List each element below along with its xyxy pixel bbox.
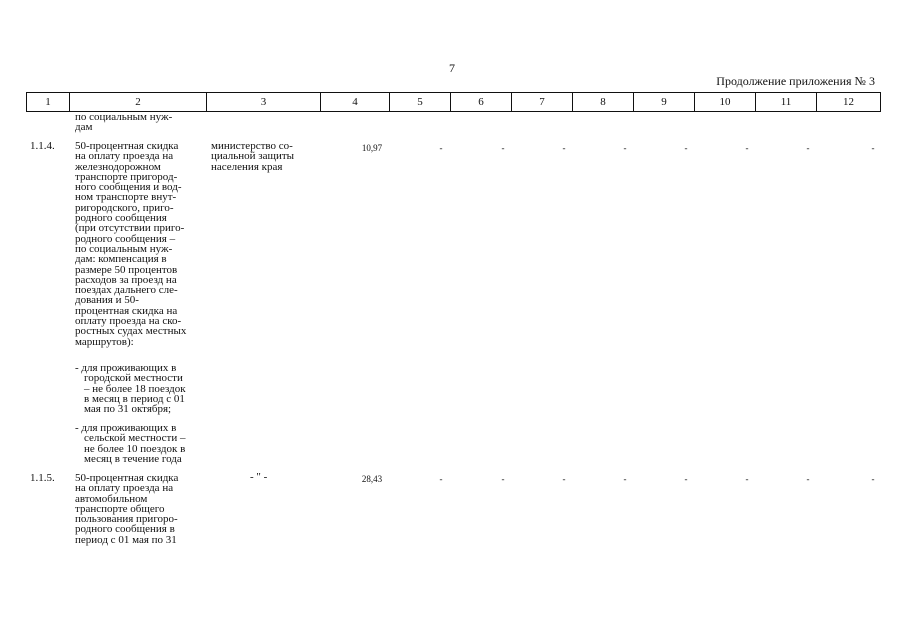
row-executor xyxy=(211,141,316,172)
text-line: министерство со- xyxy=(211,140,293,152)
column-header: 9 xyxy=(634,93,695,112)
column-header: 10 xyxy=(695,93,756,112)
text-line: оплату проезда на ско- xyxy=(75,315,182,328)
text-line: транспорте пригород- xyxy=(75,170,178,183)
text-line: мая по 31 октября; xyxy=(84,403,172,416)
row-value: 28,43 xyxy=(361,474,383,484)
text-line: на оплату проезда на xyxy=(75,150,174,163)
row-dash: - xyxy=(562,143,566,153)
text-line: месяц в течение года xyxy=(84,452,182,465)
text-line: циальной защиты xyxy=(211,150,295,163)
text-line: населения края xyxy=(211,160,283,173)
row-description xyxy=(75,141,205,347)
text-line: по социальным нуж- xyxy=(75,111,173,123)
text-line: на оплату проезда на xyxy=(75,482,174,495)
text-line: маршрутов): xyxy=(75,335,134,348)
row-dash: - xyxy=(684,474,688,484)
text-line: не более 10 поездок в xyxy=(84,442,186,455)
text-line: процентная скидка на xyxy=(75,304,178,317)
text-line: (при отсутствии приго- xyxy=(75,222,185,235)
text-line: период с 01 мая по 31 xyxy=(75,533,177,546)
row-dash: - xyxy=(745,143,749,153)
text-line: 50-процентная скидка xyxy=(75,140,179,152)
text-line: расходов за проезд на xyxy=(75,273,177,286)
text-line: ригородского, приго- xyxy=(75,201,174,214)
column-header: 4 xyxy=(321,93,390,112)
subitem-rural xyxy=(75,423,205,464)
subitem-urban xyxy=(75,363,205,414)
column-header: 11 xyxy=(756,93,817,112)
column-header: 6 xyxy=(451,93,512,112)
row-dash: - xyxy=(439,474,443,484)
column-header: 12 xyxy=(817,93,881,112)
row-dash: - xyxy=(684,143,688,153)
text-line: размере 50 процентов xyxy=(75,263,178,276)
row-dash: - xyxy=(562,474,566,484)
text-line: – не более 18 поездок xyxy=(84,382,186,395)
row-dash: - xyxy=(745,474,749,484)
column-header: 8 xyxy=(573,93,634,112)
text-line: дам xyxy=(75,121,93,134)
text-line: родного сообщения в xyxy=(75,523,175,536)
text-line: ном транспорте внут- xyxy=(75,191,177,204)
text-line: городской местности xyxy=(84,372,183,385)
text-line: родного сообщения – xyxy=(75,232,176,245)
row-dash: - xyxy=(806,474,810,484)
text-line: в месяц в период с 01 xyxy=(84,392,185,405)
text-line: железнодорожном xyxy=(75,160,161,173)
text-line: - для проживающих в xyxy=(75,362,177,374)
continuation-label: Продолжение приложения № 3 xyxy=(716,74,875,88)
row-dash: - xyxy=(501,143,505,153)
row-value: 10,97 xyxy=(361,143,383,153)
row-description xyxy=(75,473,205,545)
column-header: 7 xyxy=(512,93,573,112)
text-line: поездах дальнего сле- xyxy=(75,284,178,297)
column-header: 1 xyxy=(27,93,70,112)
row-number: 1.1.5. xyxy=(30,472,55,484)
text-line: автомобильном xyxy=(75,492,148,505)
row-number: 1.1.4. xyxy=(30,140,55,152)
column-header: 2 xyxy=(70,93,207,112)
text-line: по социальным нуж- xyxy=(75,242,173,255)
row-dash: - xyxy=(871,474,875,484)
column-header: 5 xyxy=(390,93,451,112)
text-line: ростных судах местных xyxy=(75,325,187,338)
text-line: 50-процентная скидка xyxy=(75,472,179,484)
row-executor xyxy=(250,472,280,482)
row-dash: - xyxy=(439,143,443,153)
row-dash: - xyxy=(623,474,627,484)
row-dash: - xyxy=(623,143,627,153)
column-header: 3 xyxy=(207,93,321,112)
text-line: ного сообщения и вод- xyxy=(75,181,182,194)
text-line: - для проживающих в xyxy=(75,422,177,434)
text-line: родного сообщения xyxy=(75,212,167,225)
text-line: дам: компенсация в xyxy=(75,253,167,266)
text-line: транспорте общего xyxy=(75,502,165,515)
text-line: пользования пригоро- xyxy=(75,513,178,526)
row-dash: - xyxy=(501,474,505,484)
text-line: сельской местности – xyxy=(84,432,186,445)
row-dash: - xyxy=(806,143,810,153)
row-dash: - xyxy=(871,143,875,153)
page-number: 7 xyxy=(449,61,455,75)
text-line: - " - xyxy=(250,471,268,483)
text-line: дования и 50- xyxy=(75,294,139,307)
carryover-text xyxy=(75,112,205,133)
